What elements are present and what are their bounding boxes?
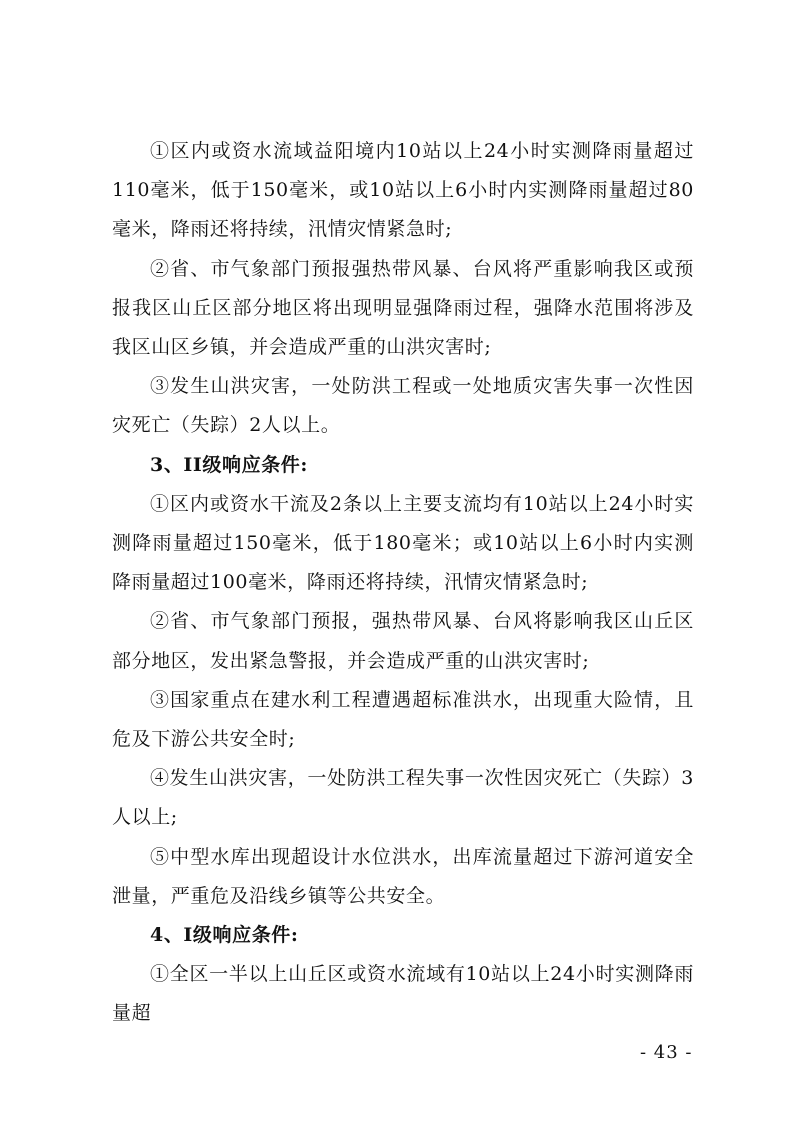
paragraph-level2-condition-3: ③国家重点在建水利工程遭遇超标准洪水，出现重大险情，且危及下游公共安全时; — [112, 688, 694, 751]
document-body — [112, 132, 694, 1034]
paragraph-level2-condition-1: ①区内或资水干流及2条以上主要支流均有10站以上24小时实测降雨量超过150毫米，低于180毫米；或10站以上6小时内实测降雨量超过100毫米，降雨还将持续，汛情灾情紧急时; — [112, 492, 694, 594]
paragraph-level3-condition-2: ②省、市气象部门预报强热带风暴、台风将严重影响我区或预报我区山丘区部分地区将出现明显强降雨过程，强降水范围将涉及我区山区乡镇，并会造成严重的山洪灾害时; — [112, 257, 694, 359]
heading-level1-response: 4、I级响应条件: — [150, 924, 299, 947]
paragraph-level2-condition-2: ②省、市气象部门预报，强热带风暴、台风将影响我区山丘区部分地区，发出紧急警报，并会造成严重的山洪灾害时; — [112, 610, 694, 672]
paragraph-level2-condition-4: ④发生山洪灾害，一处防洪工程失事一次性因灾死亡（失踪）3人以上; — [112, 767, 694, 829]
paragraph-level3-condition-1: ①区内或资水流域益阳境内10站以上24小时实测降雨量超过110毫米，低于150毫米，或10站以上6小时内实测降雨量超过80毫米，降雨还将持续，汛情灾情紧急时; — [112, 140, 694, 241]
paragraph-level2-condition-5: ⑤中型水库出现超设计水位洪水，出库流量超过下游河道安全泄量，严重危及沿线乡镇等公共安全。 — [112, 845, 694, 907]
page-number: - 43 - — [640, 1042, 693, 1063]
paragraph-level3-condition-3: ③发生山洪灾害，一处防洪工程或一处地质灾害失事一次性因灾死亡（失踪）2人以上。 — [112, 375, 694, 437]
paragraph-level1-condition-1: ①全区一半以上山丘区或资水流域有10站以上24小时实测降雨量超 — [112, 963, 694, 1025]
heading-level2-response: 3、II级响应条件: — [150, 453, 309, 476]
